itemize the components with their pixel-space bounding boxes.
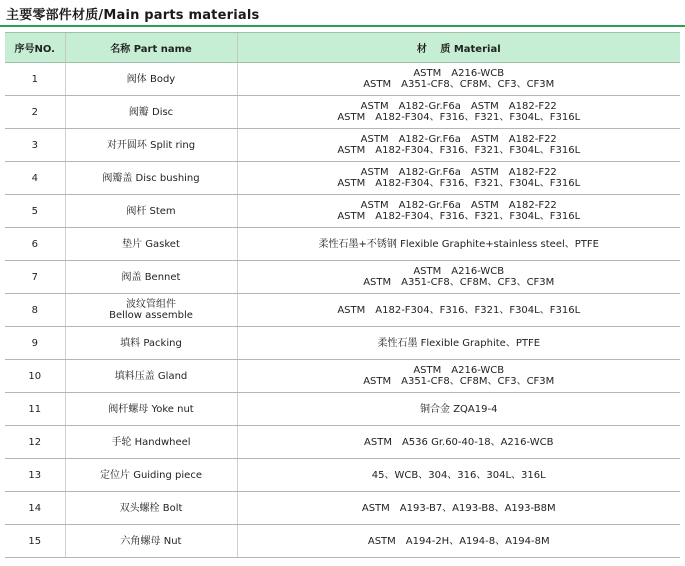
- part-name-cell: [65, 294, 237, 327]
- material-cell: [237, 261, 680, 294]
- row-number: 3: [5, 129, 65, 162]
- part-name-line: 填料压盖 Gland: [114, 370, 188, 382]
- material-line: ASTM A182-F304、F316、F321、F304L、F316L: [337, 145, 581, 156]
- part-name-line: 对开圆环 Split ring: [106, 139, 196, 151]
- table-row: [5, 96, 680, 129]
- part-name-line: 垫片 Gasket: [122, 238, 180, 250]
- material-line: 柔性石墨 Flexible Graphite、PTFE: [377, 337, 541, 349]
- row-number: 9: [5, 327, 65, 360]
- material-cell: [237, 96, 680, 129]
- part-name-line: 阀杆 Stem: [126, 205, 176, 217]
- material-cell: [237, 459, 680, 492]
- part-name-line: 阀杆螺母 Yoke nut: [108, 403, 194, 415]
- material-line: ASTM A351-CF8、CF8M、CF3、CF3M: [363, 277, 555, 288]
- part-name-cell: [65, 228, 237, 261]
- table-row: [5, 426, 680, 459]
- material-cell: [237, 492, 680, 525]
- part-name-line: 阀瓣 Disc: [128, 106, 174, 118]
- table-row: [5, 63, 680, 96]
- material-cell: [237, 294, 680, 327]
- material-line: ASTM A536 Gr.60-40-18、A216-WCB: [364, 436, 554, 448]
- part-name-cell: [65, 162, 237, 195]
- header-material: 材 质 Material: [237, 33, 680, 63]
- table-row: [5, 294, 680, 327]
- part-name-cell: [65, 63, 237, 96]
- part-name-line: 定位片 Guiding piece: [100, 469, 202, 481]
- material-line: 柔性石墨+不锈钢 Flexible Graphite+stainless steel、PTFE: [318, 238, 599, 250]
- part-name-cell: [65, 129, 237, 162]
- material-line: 45、WCB、304、316、304L、316L: [371, 469, 546, 481]
- part-name-line: 阀瓣盖 Disc bushing: [102, 172, 200, 184]
- material-line: ASTM A194-2H、A194-8、A194-8M: [367, 535, 550, 547]
- material-line: ASTM A182-Gr.F6a ASTM A182-F22: [360, 200, 557, 211]
- table-row: [5, 360, 680, 393]
- table-row: [5, 261, 680, 294]
- row-number: 12: [5, 426, 65, 459]
- part-name-line: 阀体 Body: [126, 73, 176, 85]
- table-row: [5, 228, 680, 261]
- part-name-cell: [65, 261, 237, 294]
- row-number: 6: [5, 228, 65, 261]
- row-number: 14: [5, 492, 65, 525]
- part-name-cell: [65, 393, 237, 426]
- title-bar: [0, 0, 685, 28]
- table-row: [5, 492, 680, 525]
- table-row: [5, 459, 680, 492]
- material-cell: [237, 426, 680, 459]
- table-row: [5, 129, 680, 162]
- material-line: ASTM A351-CF8、CF8M、CF3、CF3M: [363, 376, 555, 387]
- table-header-row: [5, 33, 680, 63]
- part-name-cell: [65, 327, 237, 360]
- row-number: 5: [5, 195, 65, 228]
- material-cell: [237, 360, 680, 393]
- material-cell: [237, 129, 680, 162]
- page-title: 主要零部件材质/Main parts materials: [6, 8, 260, 23]
- row-number: 10: [5, 360, 65, 393]
- part-name-cell: [65, 459, 237, 492]
- part-name-cell: [65, 426, 237, 459]
- row-number: 2: [5, 96, 65, 129]
- table-row: [5, 327, 680, 360]
- table-row: [5, 162, 680, 195]
- part-name-cell: [65, 492, 237, 525]
- part-name-cell: [65, 96, 237, 129]
- part-name-line: Bellow assemble: [109, 310, 193, 321]
- material-cell: [237, 327, 680, 360]
- part-name-line: 六角螺母 Nut: [120, 535, 182, 547]
- material-line: ASTM A351-CF8、CF8M、CF3、CF3M: [363, 79, 555, 90]
- parts-materials-table: [5, 32, 680, 558]
- material-cell: [237, 63, 680, 96]
- material-cell: [237, 393, 680, 426]
- part-name-line: 波纹管组件: [126, 299, 176, 310]
- row-number: 7: [5, 261, 65, 294]
- row-number: 13: [5, 459, 65, 492]
- material-cell: [237, 195, 680, 228]
- title-divider: [0, 25, 685, 27]
- header-no: 序号NO.: [5, 33, 65, 63]
- material-line: ASTM A193-B7、A193-B8、A193-B8M: [361, 502, 556, 514]
- material-line: ASTM A216-WCB: [413, 365, 505, 376]
- part-name-cell: [65, 525, 237, 558]
- part-name-line: 阀盖 Bennet: [121, 271, 181, 283]
- part-name-cell: [65, 195, 237, 228]
- table-body: [5, 63, 680, 558]
- material-cell: [237, 228, 680, 261]
- row-number: 1: [5, 63, 65, 96]
- part-name-line: 双头螺栓 Bolt: [119, 502, 183, 514]
- row-number: 4: [5, 162, 65, 195]
- material-line: ASTM A182-F304、F316、F321、F304L、F316L: [337, 304, 581, 316]
- header-part-name: 名称 Part name: [65, 33, 237, 63]
- material-line: 铜合金 ZQA19-4: [420, 403, 498, 415]
- material-line: ASTM A182-F304、F316、F321、F304L、F316L: [337, 211, 581, 222]
- part-name-cell: [65, 360, 237, 393]
- part-name-line: 填料 Packing: [120, 337, 182, 349]
- material-line: ASTM A182-F304、F316、F321、F304L、F316L: [337, 178, 581, 189]
- row-number: 15: [5, 525, 65, 558]
- material-line: ASTM A182-Gr.F6a ASTM A182-F22: [360, 101, 557, 112]
- row-number: 8: [5, 294, 65, 327]
- material-line: ASTM A182-F304、F316、F321、F304L、F316L: [337, 112, 581, 123]
- table-row: [5, 393, 680, 426]
- material-line: ASTM A182-Gr.F6a ASTM A182-F22: [360, 167, 557, 178]
- table-row: [5, 195, 680, 228]
- material-line: ASTM A182-Gr.F6a ASTM A182-F22: [360, 134, 557, 145]
- table-row: [5, 525, 680, 558]
- material-line: ASTM A216-WCB: [413, 266, 505, 277]
- row-number: 11: [5, 393, 65, 426]
- material-cell: [237, 162, 680, 195]
- material-line: ASTM A216-WCB: [413, 68, 505, 79]
- material-cell: [237, 525, 680, 558]
- part-name-line: 手轮 Handwheel: [111, 436, 191, 448]
